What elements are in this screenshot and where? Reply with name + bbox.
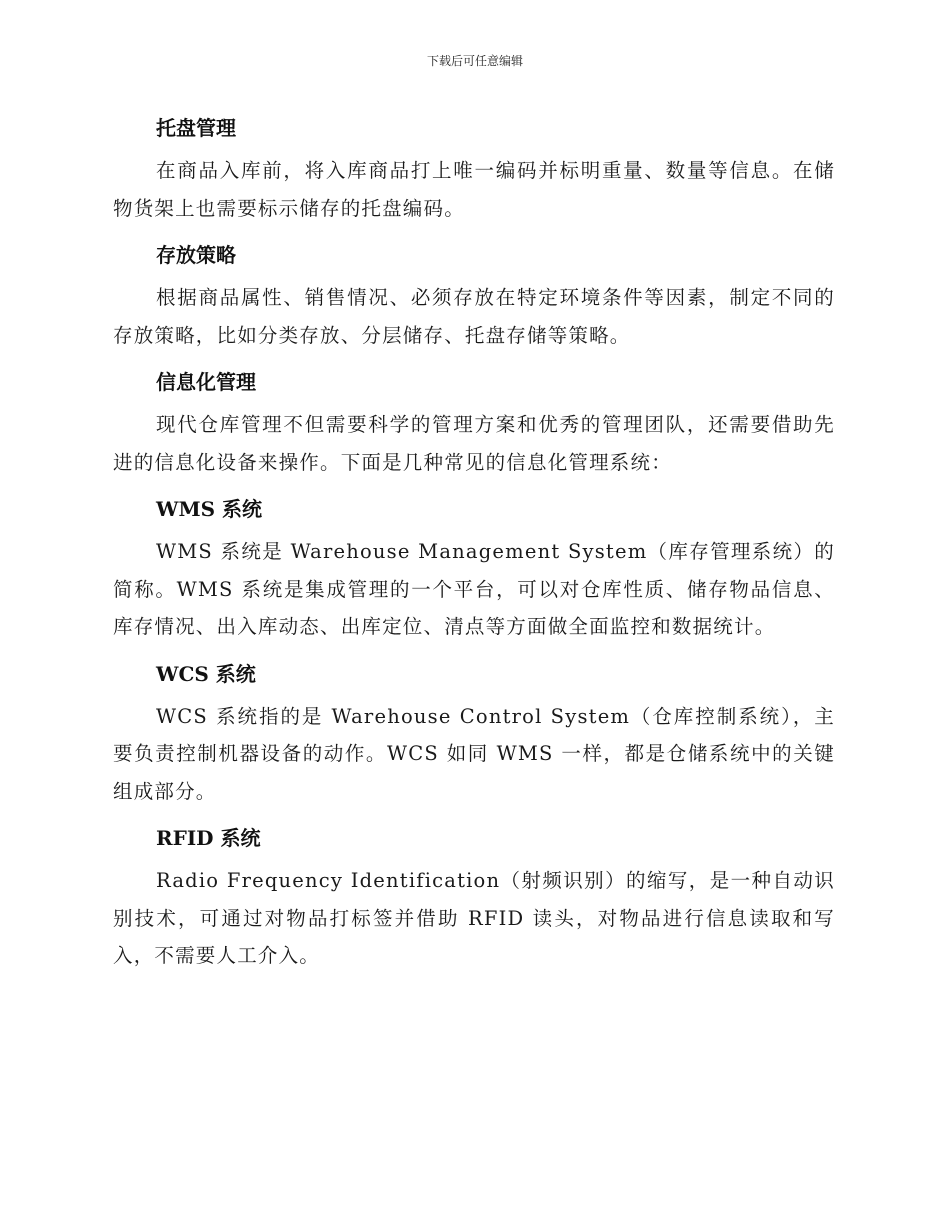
section-information-management (113, 364, 835, 481)
section-heading: 信息化管理 (156, 370, 256, 394)
section-pallet-management (113, 110, 835, 227)
section-wcs-system (113, 656, 835, 811)
section-rfid-system (113, 820, 835, 975)
section-heading: WCS 系统 (156, 661, 256, 686)
section-heading: 存放策略 (156, 243, 236, 267)
section-paragraph: 现代仓库管理不但需要科学的管理方案和优秀的管理团队，还需要借助先进的信息化设备来操作。下面是几种常见的信息化管理系统： (113, 413, 835, 474)
page-header: 下载后可任意编辑 (426, 54, 523, 68)
section-paragraph: WCS 系统指的是 Warehouse Control System（仓库控制系统），主要负责控制机器设备的动作。WCS 如同 WMS 一样，都是仓储系统中的关键组成部分。 (113, 704, 835, 803)
section-heading: 托盘管理 (156, 116, 236, 140)
section-paragraph: 根据商品属性、销售情况、必须存放在特定环境条件等因素，制定不同的存放策略，比如分类存放、分层储存、托盘存储等策略。 (113, 286, 835, 347)
section-heading: WMS 系统 (156, 497, 263, 521)
section-wms-system (113, 491, 835, 646)
section-paragraph: WMS 系统是 Warehouse Management System（库存管理系统）的简称。WMS 系统是集成管理的一个平台，可以对仓库性质、储存物品信息、库存情况、出入库动态、出库定位、清点等方面做全面监控和数据统计。 (113, 540, 835, 638)
section-paragraph: 在商品入库前，将入库商品打上唯一编码并标明重量、数量等信息。在储物货架上也需要标示储存的托盘编码。 (113, 159, 835, 220)
section-paragraph: Radio Frequency Identification（射频识别）的缩写，是一种自动识别技术，可通过对物品打标签并借助 RFID 读头，对物品进行信息读取和写入，不需要人工介入。 (113, 869, 835, 967)
document-content (113, 110, 835, 985)
section-storage-strategy (113, 237, 835, 354)
section-heading: RFID 系统 (156, 826, 261, 850)
